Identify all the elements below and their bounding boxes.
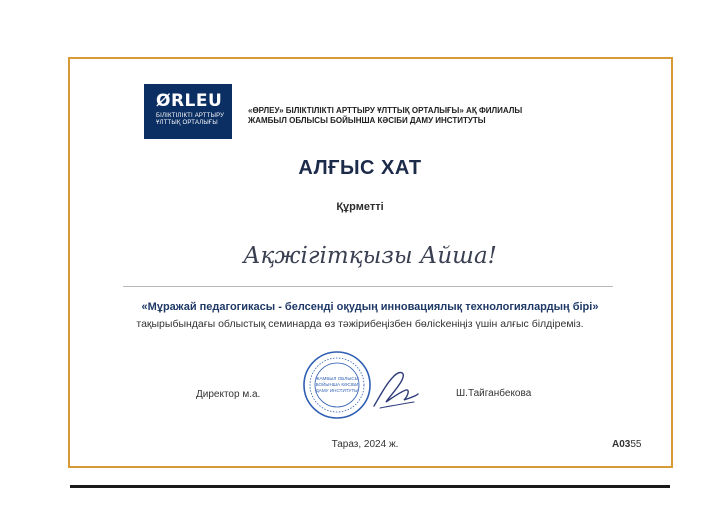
organization-line2: ЖАМБЫЛ ОБЛЫСЫ БОЙЫНША КӘСІБИ ДАМУ ИНСТИТУТЫ <box>248 116 486 125</box>
stamp-line2: БОЙЫНША КӘСІБИ <box>315 382 359 387</box>
certificate-code <box>612 439 641 450</box>
signatory-name: Ш.Тайганбекова <box>456 388 532 399</box>
salutation: Құрметті <box>336 201 384 213</box>
logo-subtitle-line1: БІЛІКТІЛІКТІ АРТТЫРУ <box>156 113 225 119</box>
logo-wordmark: ØRLEU <box>156 91 223 111</box>
orleu-logo <box>144 84 232 139</box>
recipient-name: Ақжігітқызы Айша! <box>243 243 497 269</box>
organization-name <box>248 106 522 126</box>
institute-stamp <box>302 350 372 420</box>
page-bottom-rule <box>70 485 670 488</box>
logo-subtitle <box>156 113 226 127</box>
place-date: Тараз, 2024 ж. <box>331 439 399 450</box>
organization-line1: «ӨРЛЕУ» БІЛІКТІЛІКТІ АРТТЫРУ ҰЛТТЫҚ ОРТАЛЫҒЫ» АҚ ФИЛИАЛЫ <box>248 106 523 115</box>
document-title: АЛҒЫС ХАТ <box>298 157 422 179</box>
logo-subtitle-line2: ҰЛТТЫҚ ОРТАЛЫҒЫ <box>156 120 218 126</box>
stamp-line1: ЖАМБЫЛ ОБЛЫСЫ <box>315 376 359 381</box>
director-signature <box>370 366 420 412</box>
certificate-code-prefix: А03 <box>612 439 631 450</box>
stamp-line3: ДАМУ ИНСТИТУТЫ <box>315 388 359 393</box>
seminar-topic: «Мұражай педагогикасы - белсенді оқудың инновациялық технологиялардың бірі» <box>141 301 599 313</box>
thanks-text: тақырыбындағы облыстық семинарда өз тәжірибеңізбен бөлісkеніңіз үшін алғыс білдіреміз. <box>136 318 584 330</box>
name-underline <box>123 286 613 287</box>
signatory-title: Директор м.а. <box>196 389 261 400</box>
certificate-code-number: 55 <box>630 439 642 450</box>
